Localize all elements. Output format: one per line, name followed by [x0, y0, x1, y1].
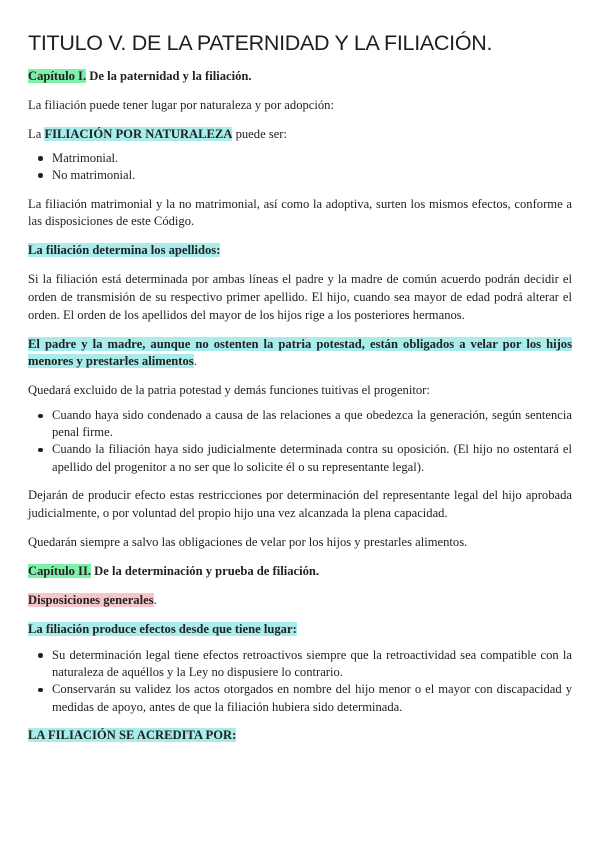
heading-efectos-text: La filiación produce efectos desde que tiene lugar:: [28, 622, 297, 637]
chapter-1-label: Capítulo I.: [28, 69, 87, 83]
chapter-2-label: Capítulo II.: [28, 564, 91, 579]
paragraph-natural-post: puede ser:: [232, 127, 287, 142]
heading-disposiciones-text: Disposiciones generales: [28, 593, 154, 608]
heading-acredita: [28, 727, 572, 745]
paragraph-effects: La filiación matrimonial y la no matrimonial, así como la adoptiva, surten los mismos efectos, conforme a las disposiciones de este Código.: [28, 196, 572, 229]
list-filiation-types: [28, 150, 572, 184]
list-item: Cuando la filiación haya sido judicialmente determinada contra su oposición. (El hijo no ostentará el apellido del progenitor a no ser que lo solicite él o su representante legal).: [52, 441, 572, 475]
page-title: TITULO V. DE LA PATERNIDAD Y LA FILIACIÓN.: [28, 31, 493, 55]
chapter-2-heading: [28, 563, 572, 581]
paragraph-intro: La filiación puede tener lugar por naturaleza y por adopción:: [28, 98, 334, 113]
heading-disposiciones-post: .: [153, 593, 157, 608]
paragraph-obligations-highlight: El padre y la madre, aunque no ostenten la patria potestad, están obligados a velar por los hijos menores y prestarles alimentos: [28, 336, 572, 369]
list-item: Conservarán su validez los actos otorgados en nombre del hijo menor o el mayor con discapacidad y medidas de apoyo, antes de que la filiación hubiera sido determinada.: [52, 681, 572, 715]
list-effects: [28, 647, 572, 716]
chapter-2-title: De la determinación y prueba de filiación.: [91, 564, 320, 579]
paragraph-apellidos: Si la filiación está determinada por ambas líneas el padre y la madre de común acuerdo podrán decidir el orden de transmisión de su respectivo primer apellido. El hijo, cuando sea mayor de edad podrá alterar el orden. El orden de los apellidos del mayor de los hijos rige a los posteriores hermanos.: [28, 272, 572, 322]
chapter-1-title: De la paternidad y la filiación.: [86, 69, 252, 83]
list-item: Su determinación legal tiene efectos retroactivos siempre que la retroactividad sea compatible con la naturaleza de aquéllos y la Ley no dispusiere lo contrario.: [52, 647, 572, 681]
paragraph-obligations: [28, 336, 572, 371]
list-exclusion-cases: [28, 407, 572, 476]
heading-apellidos-text: La filiación determina los apellidos:: [28, 243, 221, 258]
paragraph-exclusion: Quedará excluido de la patria potestad y demás funciones tuitivas el progenitor:: [28, 383, 430, 398]
list-item: Cuando haya sido condenado a causa de las relaciones a que obedezca la generación, según sentencia penal firme.: [52, 407, 572, 441]
paragraph-natural: [28, 126, 572, 144]
heading-efectos: [28, 621, 572, 639]
paragraph-safeguard: Quedarán siempre a salvo las obligaciones de velar por los hijos y prestarles alimentos.: [28, 535, 468, 550]
heading-apellidos: [28, 242, 572, 260]
heading-disposiciones: [28, 592, 572, 610]
paragraph-restrictions: Dejarán de producir efecto estas restricciones por determinación del representante legal del hijo aprobada judicialmente, o por voluntad del propio hijo una vez alcanzada la plena capacidad.: [28, 488, 572, 520]
list-item: No matrimonial.: [52, 167, 572, 184]
paragraph-natural-pre: La: [28, 127, 45, 142]
paragraph-obligations-post: .: [193, 354, 197, 369]
heading-acredita-text: LA FILIACIÓN SE ACREDITA POR:: [28, 728, 237, 743]
chapter-1-heading: [28, 68, 572, 86]
list-item: Matrimonial.: [52, 150, 572, 167]
paragraph-natural-highlight: FILIACIÓN POR NATURALEZA: [44, 127, 233, 142]
